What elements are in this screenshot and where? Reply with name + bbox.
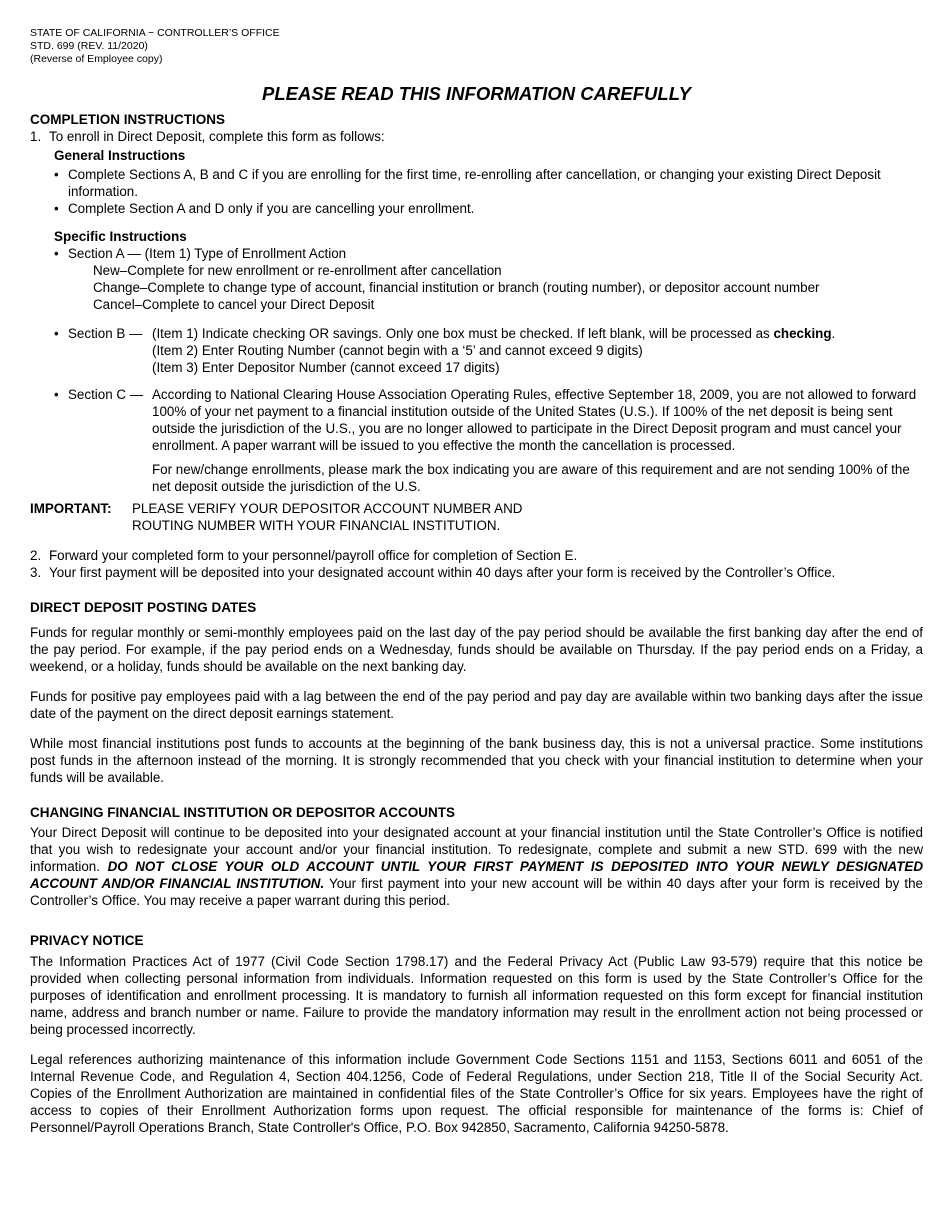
section-a-line: Cancel–Complete to cancel your Direct Deposit bbox=[93, 297, 375, 312]
header-agency: STATE OF CALIFORNIA − CONTROLLER’S OFFICE bbox=[30, 27, 280, 39]
changing-heading: CHANGING FINANCIAL INSTITUTION OR DEPOSITOR ACCOUNTS bbox=[30, 805, 456, 820]
section-c-instructions bbox=[54, 386, 923, 495]
general-item: • Complete Section A and D only if you are cancelling your enrollment. bbox=[54, 200, 923, 217]
instruction-item-2 bbox=[30, 547, 923, 564]
item-text: Forward your completed form to your personnel/payroll office for completion of Section E. bbox=[49, 548, 578, 563]
section-b-label: • Section B — bbox=[68, 326, 143, 341]
instruction-item-3 bbox=[30, 564, 923, 581]
general-item: • Complete Sections A, B and C if you are enrolling for the first time, re-enrolling after cancellation, or changing your existing Direct Deposit information. bbox=[54, 166, 923, 200]
posting-heading: DIRECT DEPOSIT POSTING DATES bbox=[30, 600, 257, 615]
important-label: IMPORTANT: bbox=[30, 501, 112, 516]
completion-section bbox=[30, 111, 923, 581]
section-a-instructions bbox=[54, 245, 923, 313]
privacy-paragraph: Legal references authorizing maintenance of this information include Government Code Sections 1151 and 1153, Sections 6011 and 6051 of the Internal Revenue Code, and Regulation 4, Section 404.1256, Code of Federal Regulations, under Section 218, Title II of the Social Security Act. Copies of the Enrollment Authorization are maintained in confidential files of the State Controller’s Office for six years. Employees have the right of access to copies of their Enrollment Authorization forms upon request. The official responsible for maintenance of the forms is: Chief of Personnel/Payroll Operations Branch, State Controller's Office, P.O. Box 942850, Sacramento, California 94250-5878. bbox=[30, 1052, 923, 1135]
item-text: To enroll in Direct Deposit, complete this form as follows: bbox=[49, 129, 385, 144]
specific-heading: Specific Instructions bbox=[54, 229, 187, 244]
privacy-heading: PRIVACY NOTICE bbox=[30, 933, 144, 948]
general-instructions bbox=[30, 147, 923, 217]
section-b-line: (Item 3) Enter Depositor Number (cannot exceed 17 digits) bbox=[152, 360, 500, 375]
instruction-item-1 bbox=[30, 128, 923, 145]
section-c-paragraph: For new/change enrollments, please mark the box indicating you are aware of this requirement and are not sending 100% of the net deposit outside the jurisdiction of the U.S. bbox=[152, 462, 910, 494]
important-line: PLEASE VERIFY YOUR DEPOSITOR ACCOUNT NUMBER AND bbox=[132, 501, 523, 516]
page-title: PLEASE READ THIS INFORMATION CAREFULLY bbox=[262, 83, 691, 104]
changing-accounts-section bbox=[30, 804, 923, 909]
privacy-paragraph: The Information Practices Act of 1977 (Civil Code Section 1798.17) and the Federal Privacy Act (Public Law 93-579) require that this notice be provided when collecting personal information from individuals. Information requested on this form is used by the State Controller’s Office for the purposes of identification and enrollment processing. It is mandatory to furnish all information requested on this form except for financial institution name, address and branch number or name. Failure to provide the mandatory information may result in the enrollment action not being processed or being processed incorrectly. bbox=[30, 954, 923, 1037]
posting-dates-section bbox=[30, 599, 923, 786]
section-b-line: (Item 2) Enter Routing Number (cannot begin with a ‘5’ and cannot exceed 9 digits) bbox=[152, 343, 643, 358]
important-notice bbox=[30, 500, 923, 534]
section-a-line: New–Complete for new enrollment or re-enrollment after cancellation bbox=[93, 263, 502, 278]
general-heading: General Instructions bbox=[54, 148, 186, 163]
privacy-section bbox=[30, 932, 923, 1136]
important-line: ROUTING NUMBER WITH YOUR FINANCIAL INSTITUTION. bbox=[132, 518, 501, 533]
item-number: 1. bbox=[30, 129, 42, 144]
specific-instructions bbox=[30, 228, 923, 495]
posting-paragraph: While most financial institutions post funds to accounts at the beginning of the bank business day, this is not a universal practice. Some institutions post funds in the afternoon instead of the morning. It is strongly recommended that you check with your financial institution to determine when your funds will be available. bbox=[30, 736, 923, 785]
posting-paragraph: Funds for positive pay employees paid with a lag between the end of the pay period and pay day are available within two banking days after the issue date of the payment on the direct deposit earnings statement. bbox=[30, 689, 923, 721]
document-page bbox=[30, 27, 923, 1136]
item-text: Your first payment will be deposited into your designated account within 40 days after your form is received by the Controller’s Office. bbox=[49, 565, 836, 580]
section-a-label: • Section A — (Item 1) Type of Enrollment Action bbox=[68, 246, 347, 261]
posting-paragraph: Funds for regular monthly or semi-monthly employees paid on the last day of the pay period should be available the first banking day after the end of the pay period. For example, if the pay period ends on a Wednesday, funds should be available on Thursday. If the pay period ends on a Friday, a weekend, or a holiday, funds should be available on the next banking day. bbox=[30, 625, 923, 674]
completion-heading: COMPLETION INSTRUCTIONS bbox=[30, 112, 225, 127]
changing-paragraph: Your Direct Deposit will continue to be deposited into your designated account at your financial institution until the State Controller’s Office is notified that you wish to redesignate your account and/or your financial institution. To redesignate, complete and submit a new STD. 699 with the new information. DO NOT CLOSE YOUR OLD ACCOUNT UNTIL YOUR FIRST PAYMENT IS DEPOSITED INTO YOUR NEWLY DESIGNATED ACCOUNT AND/OR FINANCIAL INSTITUTION. Your first payment into your new account will be within 40 days after your form is received by the Controller’s Office. You may receive a paper warrant during this period. bbox=[30, 825, 923, 908]
section-b-line: (Item 1) Indicate checking OR savings. Only one box must be checked. If left blank, will be processed as checking. bbox=[152, 326, 836, 341]
section-c-label: • Section C — bbox=[68, 387, 144, 402]
form-header bbox=[30, 27, 923, 66]
section-c-paragraph: According to National Clearing House Association Operating Rules, effective September 18, 2009, you are not allowed to forward 100% of your net payment to a financial institution outside of the United States (U.S.). If 100% of the net deposit is being sent outside the jurisdiction of the U.S., you are no longer allowed to participate in the Direct Deposit program and must cancel your enrollment. A paper warrant will be issued to you effective the month the cancellation is processed. bbox=[152, 387, 917, 453]
section-b-instructions bbox=[54, 325, 923, 376]
do-not-close-warning: DO NOT CLOSE YOUR OLD ACCOUNT UNTIL YOUR FIRST PAYMENT IS DEPOSITED INTO YOUR NEWLY DESIGNATED ACCOUNT AND/OR FINANCIAL INSTITUTION. bbox=[30, 859, 923, 891]
item-number: 3. bbox=[30, 565, 42, 580]
checking-emphasis: checking bbox=[773, 326, 832, 341]
header-form-number: STD. 699 (REV. 11/2020) bbox=[30, 40, 148, 52]
section-a-line: Change–Complete to change type of account, financial institution or branch (routing number), or depositor account number bbox=[93, 280, 820, 295]
header-copy-note: (Reverse of Employee copy) bbox=[30, 53, 163, 65]
item-number: 2. bbox=[30, 548, 42, 563]
